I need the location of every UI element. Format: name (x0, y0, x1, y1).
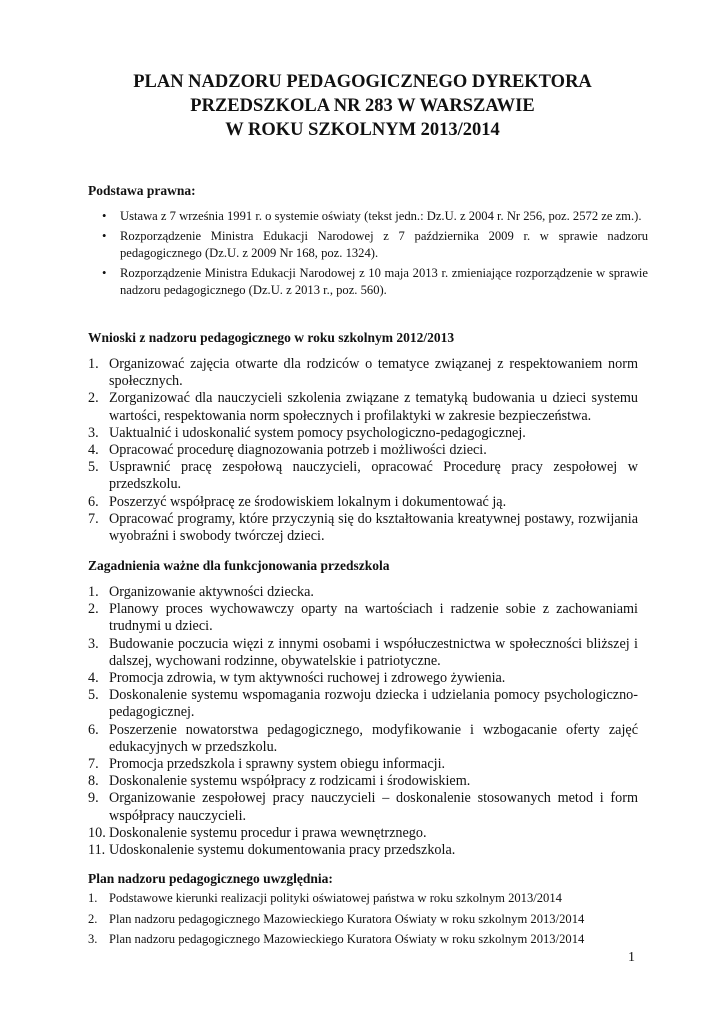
bullet-icon: • (102, 265, 107, 280)
list-item: 1. Organizować zajęcia otwarte dla rodziców o tematyce związanej z respektowaniem norm społecznych. (88, 356, 638, 390)
list-item: 5. Doskonalenie systemu wspomagania rozwoju dziecka i udzielania pomocy psychologiczno-pedagogicznej. (88, 687, 638, 721)
conclusions-list (88, 356, 638, 545)
title-line-3: W ROKU SZKOLNYM 2013/2014 (225, 120, 500, 140)
plan-considers-heading: Plan nadzoru pedagogicznego uwzględnia: (88, 871, 333, 886)
list-item: 1. Podstawowe kierunki realizacji polityki oświatowej państwa w roku szkolnym 2013/2014 (88, 891, 562, 905)
list-item: 1. Organizowanie aktywności dziecka. (88, 584, 314, 600)
list-item: 8. Doskonalenie systemu współpracy z rodzicami i środowiskiem. (88, 773, 471, 790)
list-item: 11. Udoskonalenie systemu dokumentowania pracy przedszkola. (88, 842, 456, 859)
list-item: 10. Doskonalenie systemu procedur i prawa wewnętrznego. (88, 824, 427, 841)
list-item: • Rozporządzenie Ministra Edukacji Narodowej z 7 października 2009 r. w sprawie nadzoru pedagogicznego (Dz.U. z 2009 Nr 168, poz. 1324). (102, 228, 648, 260)
list-item: 2. Planowy proces wychowawczy oparty na wartościach i radzenie sobie z zachowaniami trudnymi u dzieci. (88, 601, 638, 635)
list-item: 7. Opracować programy, które przyczynią się do kształtowania kreatywnej postawy, rozwijania wyobraźni i swobody twórczej dzieci. (88, 510, 638, 545)
list-item: • Rozporządzenie Ministra Edukacji Narodowej z 10 maja 2013 r. zmieniające rozporządzenie w sprawie nadzoru pedagogicznego (Dz.U. z 2013 r., poz. 560). (102, 265, 648, 297)
list-item: 2. Zorganizować dla nauczycieli szkolenia związane z tematyką budowania u dzieci systemu wartości, respektowania norm społecznych i profilaktyki w zakresie bezpieczeństwa. (88, 390, 638, 424)
bullet-icon: • (102, 228, 107, 243)
list-item: 6. Poszerzenie nowatorstwa pedagogicznego, modyfikowanie i wzbogacanie oferty zajęć edukacyjnych w przedszkolu. (88, 721, 638, 755)
legal-basis-heading: Podstawa prawna: (88, 183, 196, 198)
list-item: 4. Opracować procedurę diagnozowania potrzeb i możliwości dzieci. (88, 442, 487, 459)
list-item: 2. Plan nadzoru pedagogicznego Mazowieckiego Kuratora Oświaty w roku szkolnym 2013/2014 (88, 911, 585, 926)
conclusions-heading: Wnioski z nadzoru pedagogicznego w roku szkolnym 2012/2013 (88, 330, 455, 345)
list-item: 6. Poszerzyć współpracę ze środowiskiem lokalnym i dokumentować ją. (88, 493, 507, 510)
list-item: 3. Budowanie poczucia więzi z innymi osobami i współuczestnictwa w społeczności bliższej i dalszej, wychowani rodzinne, obywatelskie i patriotyczne. (88, 635, 638, 669)
list-item: 9. Organizowanie zespołowej pracy nauczycieli – doskonalenie stosowanych metod i form współpracy nauczycieli. (88, 790, 638, 824)
title-line-2: PRZEDSZKOLA NR 283 W WARSZAWIE (190, 96, 535, 116)
list-item: 5. Usprawnić pracę zespołową nauczycieli, opracować Procedurę pracy zespołowej w przedszkolu. (88, 459, 638, 493)
list-item: 7. Promocja przedszkola i sprawny system obiegu informacji. (88, 756, 446, 773)
title-line-1: PLAN NADZORU PEDAGOGICZNEGO DYREKTORA (133, 72, 592, 92)
list-item: • Ustawa z 7 września 1991 r. o systemie oświaty (tekst jedn.: Dz.U. z 2004 r. Nr 256, poz. 2572 ze zm.). (88, 208, 648, 226)
plan-considers-list (88, 888, 638, 950)
list-item: 4. Promocja zdrowia, w tym aktywności ruchowej i zdrowego żywienia. (88, 670, 506, 687)
bullet-icon: • (102, 209, 107, 223)
important-issues-list (88, 584, 638, 859)
list-item: 3. Plan nadzoru pedagogicznego Mazowieckiego Kuratora Oświaty w roku szkolnym 2013/2014 (88, 932, 585, 946)
important-issues-heading: Zagadnienia ważne dla funkcjonowania przedszkola (88, 558, 390, 573)
page-number: 1 (628, 950, 635, 965)
legal-basis-list (88, 208, 648, 302)
document-title (0, 70, 725, 142)
list-item: 3. Uaktualnić i udoskonalić system pomocy psychologiczno-pedagogicznej. (88, 424, 526, 441)
